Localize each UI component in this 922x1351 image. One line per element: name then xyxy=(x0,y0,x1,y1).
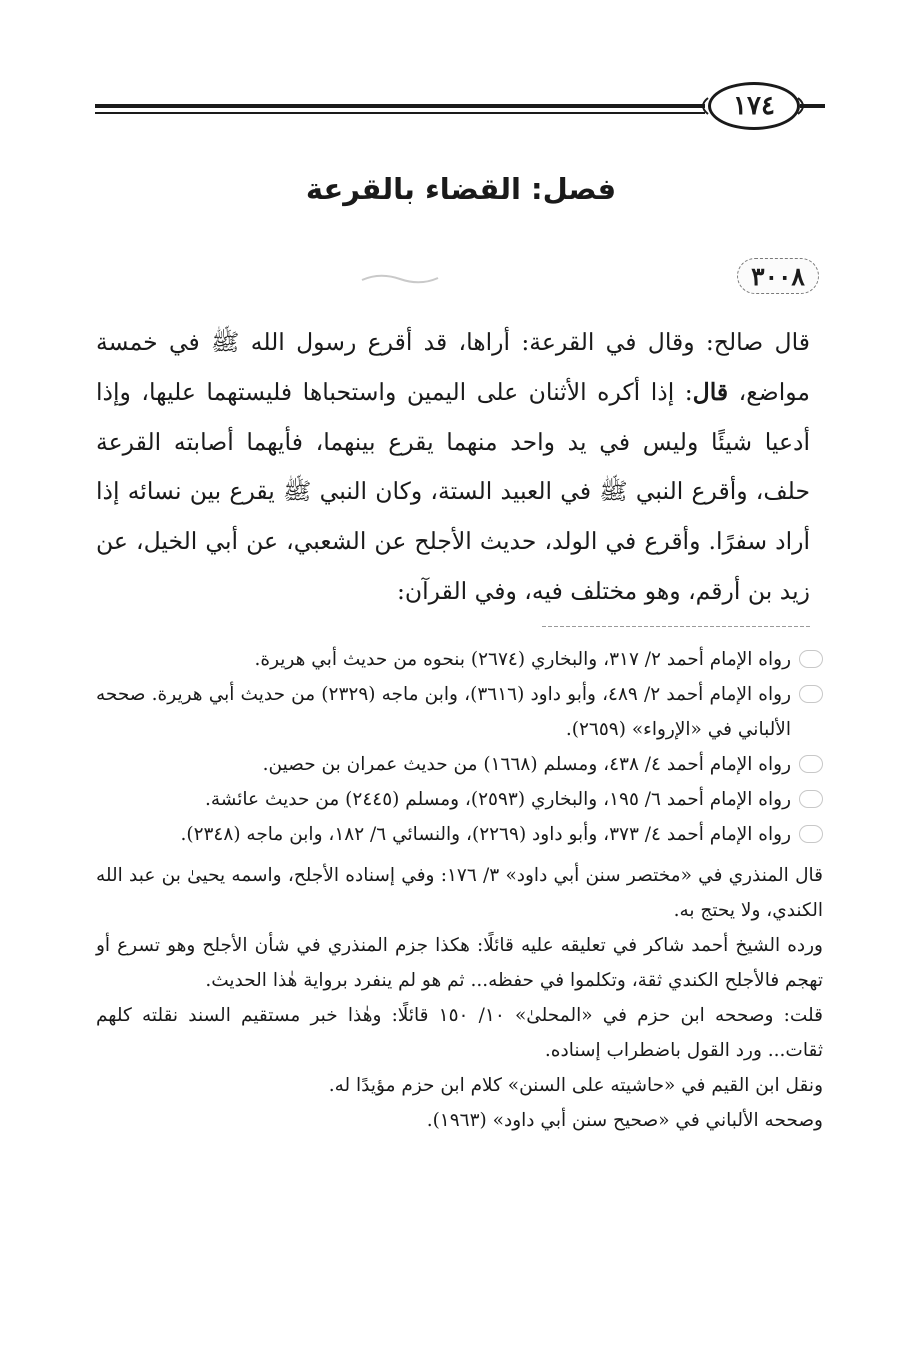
entry-number: ٣٠٠٨ xyxy=(737,258,819,294)
footnote-marker-icon xyxy=(799,790,823,808)
main-paragraph xyxy=(96,318,810,617)
footnote xyxy=(96,642,823,677)
footnote-text: رواه الإمام أحمد ٤/ ٣٧٣، وأبو داود (٢٢٦٩)، والنسائي ٦/ ١٨٢، وابن ماجه (٢٣٤٨). xyxy=(180,824,791,845)
note-paragraph: قال المنذري في «مختصر سنن أبي داود» ٣/ ١٧٦: وفي إسناده الأجلح، واسمه يحيىٰ بن عبد الله الكندي، ولا يحتج به. xyxy=(96,865,823,921)
footnote-text: رواه الإمام أحمد ٤/ ٤٣٨، ومسلم (١٦٦٨) من حديث عمران بن حصين. xyxy=(262,754,791,775)
footnote-text: رواه الإمام أحمد ٢/ ٤٨٩، وأبو داود (٣٦١٦)، وابن ماجه (٢٣٢٩) من حديث أبي هريرة. صححه الألباني في «الإرواء» (٢٦٥٩). xyxy=(96,684,791,740)
footnote xyxy=(96,677,823,747)
footnote xyxy=(96,817,823,852)
footnote xyxy=(96,747,823,782)
page-number: ١٧٤ xyxy=(708,82,800,130)
note-paragraph: وصححه الألباني في «صحيح سنن أبي داود» (١٩٦٣). xyxy=(426,1110,823,1131)
footnote-marker-icon xyxy=(799,685,823,703)
header-rule xyxy=(95,104,705,108)
footnote-divider xyxy=(540,626,810,627)
footnotes xyxy=(96,642,823,1138)
footnote-text: رواه الإمام أحمد ٦/ ١٩٥، والبخاري (٢٥٩٣)، ومسلم (٢٤٤٥) من حديث عائشة. xyxy=(204,789,791,810)
note-paragraph: قلت: وصححه ابن حزم في «المحلىٰ» ١٠/ ١٥٠ قائلًا: وهٰذا خبر مستقيم السند نقلته كلهم ثقات... ورد القول باضطراب إسناده. xyxy=(96,1005,823,1061)
note-paragraph: ورده الشيخ أحمد شاكر في تعليقه عليه قائلًا: هكذا جزم المنذري في شأن الأجلح وهو تسرع أو تهجم فالأجلح الكندي ثقة، وتكلموا في حفظه... ثم هو لم ينفرد برواية هٰذا الحديث. xyxy=(96,935,823,991)
footnote-marker-icon xyxy=(799,825,823,843)
watermark-icon xyxy=(360,270,440,286)
main-body: : إذا أكره الأثنان على اليمين واستحباها فليستهما عليها، وإذا أدعيا شيئًا وليس في يد واحد منهما يقرع بينهما، فأيهما أصابته القرعة حلف، وأقرع النبي ﷺ في العبيد الستة، وكان النبي ﷺ يقرع بين نسائه إذا أراد سفرًا. وأقرع في الولد، حديث الأجلح عن الشعبي، عن أبي الخيل، عن زيد بن أرقم، وهو مختلف فيه، وفي القرآن: xyxy=(96,377,810,605)
main-label-qal: قال xyxy=(692,377,729,406)
footnote-marker-icon xyxy=(799,755,823,773)
note-paragraph: ونقل ابن القيم في «حاشيته على السنن» كلام ابن حزم مؤيدًا له. xyxy=(328,1075,823,1096)
footnote xyxy=(96,782,823,817)
footnote-text: رواه الإمام أحمد ٢/ ٣١٧، والبخاري (٢٦٧٤) بنحوه من حديث أبي هريرة. xyxy=(254,649,791,670)
header-rule-thin xyxy=(95,112,705,114)
footnote-marker-icon xyxy=(799,650,823,668)
section-title: فصل: القضاء بالقرعة xyxy=(305,172,617,206)
main-text xyxy=(96,318,810,617)
main-intro: قال صالح: وقال في القرعة: أراها، قد أقرع رسول الله ﷺ في خمسة مواضع، xyxy=(96,328,810,406)
